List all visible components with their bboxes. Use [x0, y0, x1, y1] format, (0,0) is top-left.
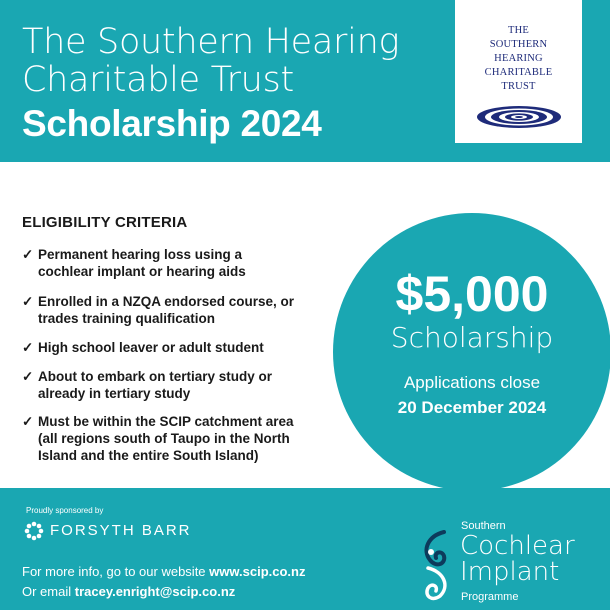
- email-prefix: Or email: [22, 584, 75, 599]
- koru-swirl-icon: [418, 528, 454, 604]
- forsyth-barr-flower-icon: [24, 521, 44, 541]
- applications-close-text: Applications close: [403, 373, 541, 392]
- website-prefix: For more info, go to our website: [22, 564, 210, 579]
- email-link[interactable]: tracey.enright@scip.co.nz: [74, 584, 236, 599]
- concentric-ripple-logo-icon: [475, 104, 563, 130]
- title-line-1: The Southern Hearing: [22, 22, 400, 62]
- criteria-text: Must be within the SCIP catchment area (all regions south of Taupo in the North Island and the entire South Island): [38, 414, 294, 463]
- trust-logo: [455, 0, 582, 143]
- website-link[interactable]: www.scip.co.nz: [209, 564, 306, 579]
- scholarship-label: Scholarship: [390, 321, 554, 354]
- logo-line: SOUTHERN: [489, 39, 548, 50]
- check-icon: ✓: [22, 340, 34, 355]
- criteria-item: [22, 413, 338, 464]
- trust-logo-text: [455, 24, 582, 94]
- criteria-item: [22, 246, 338, 280]
- scip-implant: Implant: [460, 557, 560, 587]
- website-line: [22, 564, 305, 580]
- logo-line: CHARITABLE: [484, 67, 553, 78]
- title-line-2: Charitable Trust: [22, 60, 294, 100]
- check-icon: ✓: [22, 414, 34, 429]
- logo-line: HEARING: [494, 53, 543, 64]
- email-line: [22, 584, 235, 600]
- applications-close-date: 20 December 2024: [397, 398, 547, 417]
- check-icon: ✓: [22, 247, 34, 262]
- check-icon: ✓: [22, 369, 34, 384]
- criteria-text: Permanent hearing loss using a cochlear implant or hearing aids: [38, 247, 246, 279]
- scholarship-title: Scholarship 2024: [22, 103, 322, 144]
- scip-cochlear: Cochlear: [460, 531, 575, 561]
- criteria-text: About to embark on tertiary study or already in tertiary study: [38, 369, 273, 401]
- scholarship-amount: $5,000: [395, 266, 549, 322]
- sponsored-by-label: Proudly sponsored by: [26, 506, 104, 515]
- criteria-item: [22, 293, 338, 327]
- criteria-text: High school leaver or adult student: [38, 340, 264, 355]
- sponsor-name: FORSYTH BARR: [50, 522, 192, 539]
- scip-southern: Southern: [461, 520, 506, 532]
- logo-line: TRUST: [501, 81, 536, 92]
- criteria-text: Enrolled in a NZQA endorsed course, or trades training qualification: [38, 294, 295, 326]
- logo-line: THE: [507, 25, 529, 36]
- scip-programme: Programme: [461, 591, 519, 603]
- eligibility-heading: ELIGIBILITY CRITERIA: [22, 214, 188, 231]
- check-icon: ✓: [22, 294, 34, 309]
- criteria-item: [22, 368, 338, 402]
- criteria-item: [22, 339, 338, 356]
